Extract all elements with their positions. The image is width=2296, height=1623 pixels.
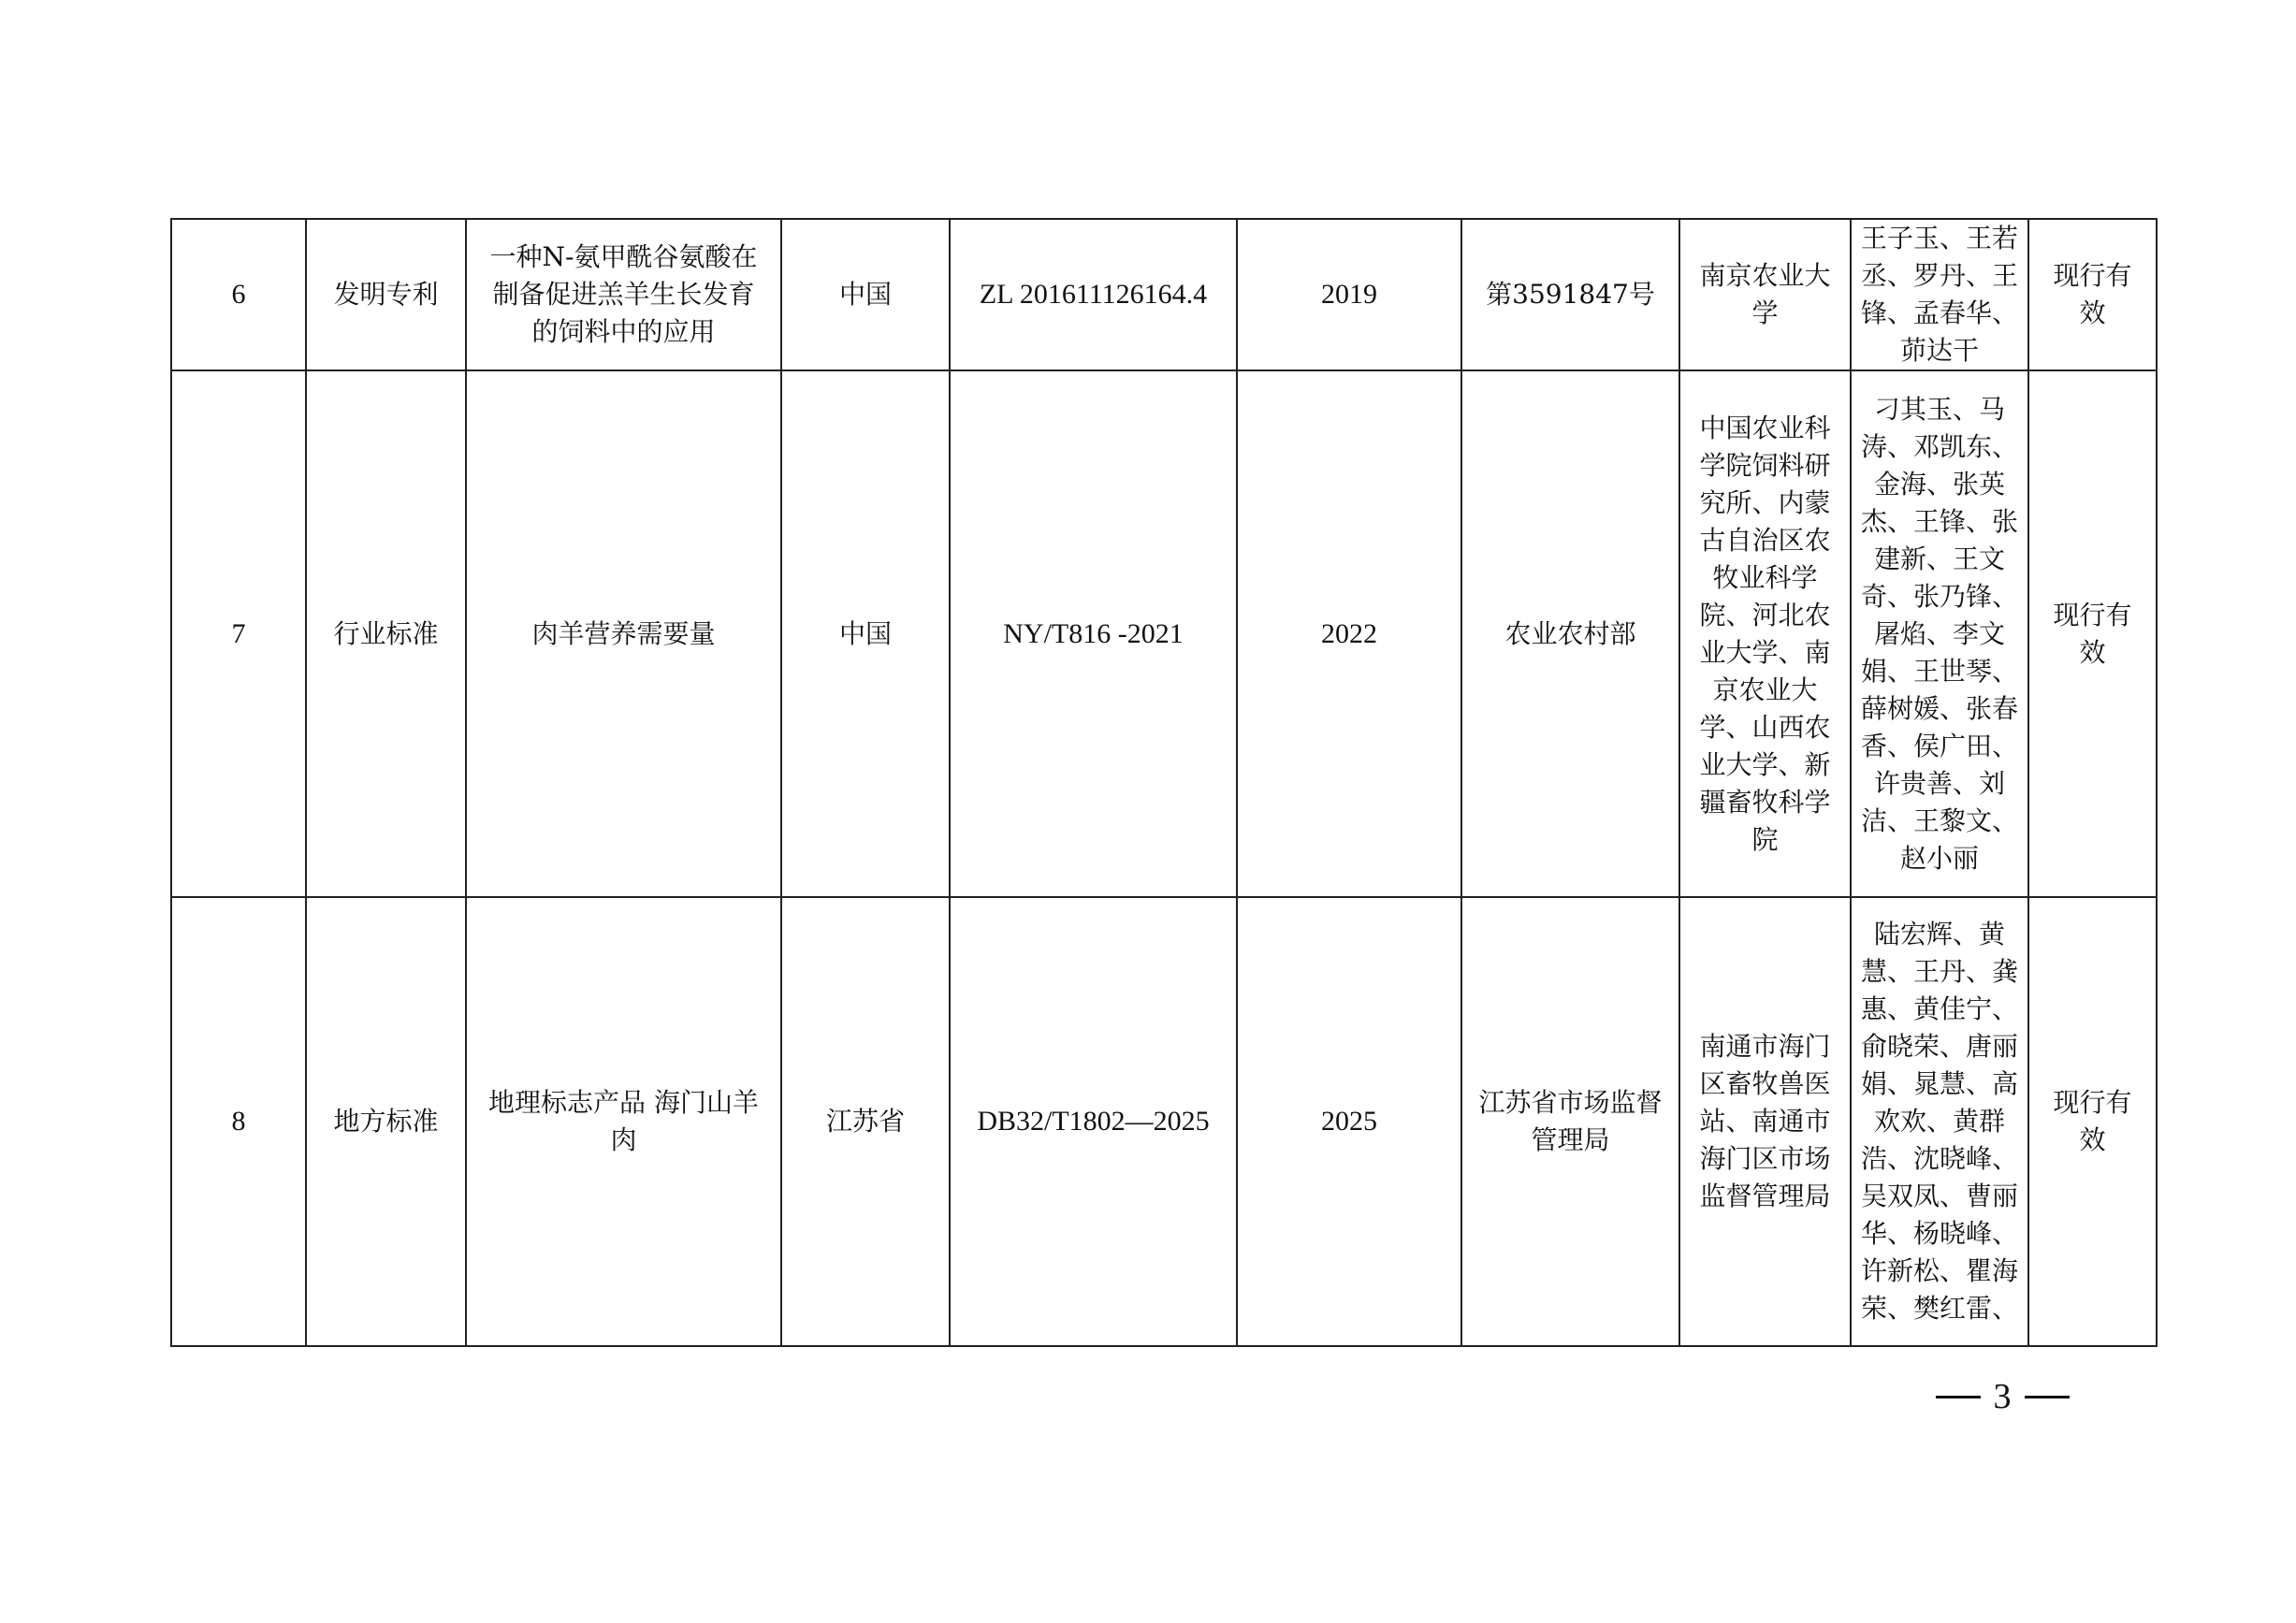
type-cell: 行业标准 xyxy=(306,370,466,897)
issuer-cell: 农业农村部 xyxy=(1461,370,1679,897)
code-cell: ZL 201611126164.4 xyxy=(950,219,1237,370)
issuer-cell: 江苏省市场监督管理局 xyxy=(1461,897,1679,1346)
status-cell: 现行有效 xyxy=(2028,219,2157,370)
row-number: 7 xyxy=(171,370,306,897)
region-cell: 江苏省 xyxy=(781,897,950,1346)
status-cell: 现行有效 xyxy=(2028,370,2157,897)
type-cell: 地方标准 xyxy=(306,897,466,1346)
name-cell: 一种N-氨甲酰谷氨酸在制备促进羔羊生长发育的饲料中的应用 xyxy=(466,219,781,370)
type-cell: 发明专利 xyxy=(306,219,466,370)
row-number: 6 xyxy=(171,219,306,370)
table-row xyxy=(171,219,2157,370)
code-cell: NY/T816 -2021 xyxy=(950,370,1237,897)
unit-cell: 南京农业大学 xyxy=(1679,219,1851,370)
year-cell: 2019 xyxy=(1237,219,1461,370)
region-cell: 中国 xyxy=(781,370,950,897)
table-row xyxy=(171,370,2157,897)
persons-cell: 王子玉、王若丞、罗丹、王锋、孟春华、茆达干 xyxy=(1851,219,2028,370)
unit-cell: 中国农业科学院饲料研究所、内蒙古自治区农牧业科学院、河北农业大学、南京农业大学、山西农业大学、新疆畜牧科学院 xyxy=(1679,370,1851,897)
year-cell: 2022 xyxy=(1237,370,1461,897)
name-cell: 肉羊营养需要量 xyxy=(466,370,781,897)
issuer-cell: 第3591847号 xyxy=(1461,219,1679,370)
year-cell: 2025 xyxy=(1237,897,1461,1346)
document-table xyxy=(170,218,2158,1347)
persons-cell: 陆宏辉、黄慧、王丹、龚惠、黄佳宁、俞晓荣、唐丽娟、晁慧、高欢欢、黄群浩、沈晓峰、吴双凤、曹丽华、杨晓峰、许新松、瞿海荣、樊红雷、 xyxy=(1851,897,2028,1346)
unit-cell: 南通市海门区畜牧兽医站、南通市海门区市场监督管理局 xyxy=(1679,897,1851,1346)
page-number: 3 xyxy=(1993,1377,2012,1416)
status-cell: 现行有效 xyxy=(2028,897,2157,1346)
right-dash xyxy=(2025,1396,2070,1398)
code-cell: DB32/T1802—2025 xyxy=(950,897,1237,1346)
page-footer xyxy=(1909,1373,2096,1420)
table-row xyxy=(171,897,2157,1346)
row-number: 8 xyxy=(171,897,306,1346)
name-cell: 地理标志产品 海门山羊肉 xyxy=(466,897,781,1346)
left-dash xyxy=(1936,1396,1981,1398)
region-cell: 中国 xyxy=(781,219,950,370)
persons-cell: 刁其玉、马涛、邓凯东、金海、张英杰、王锋、张建新、王文奇、张乃锋、屠焰、李文娟、王世琴、薛树媛、张春香、侯广田、许贵善、刘洁、王黎文、赵小丽 xyxy=(1851,370,2028,897)
